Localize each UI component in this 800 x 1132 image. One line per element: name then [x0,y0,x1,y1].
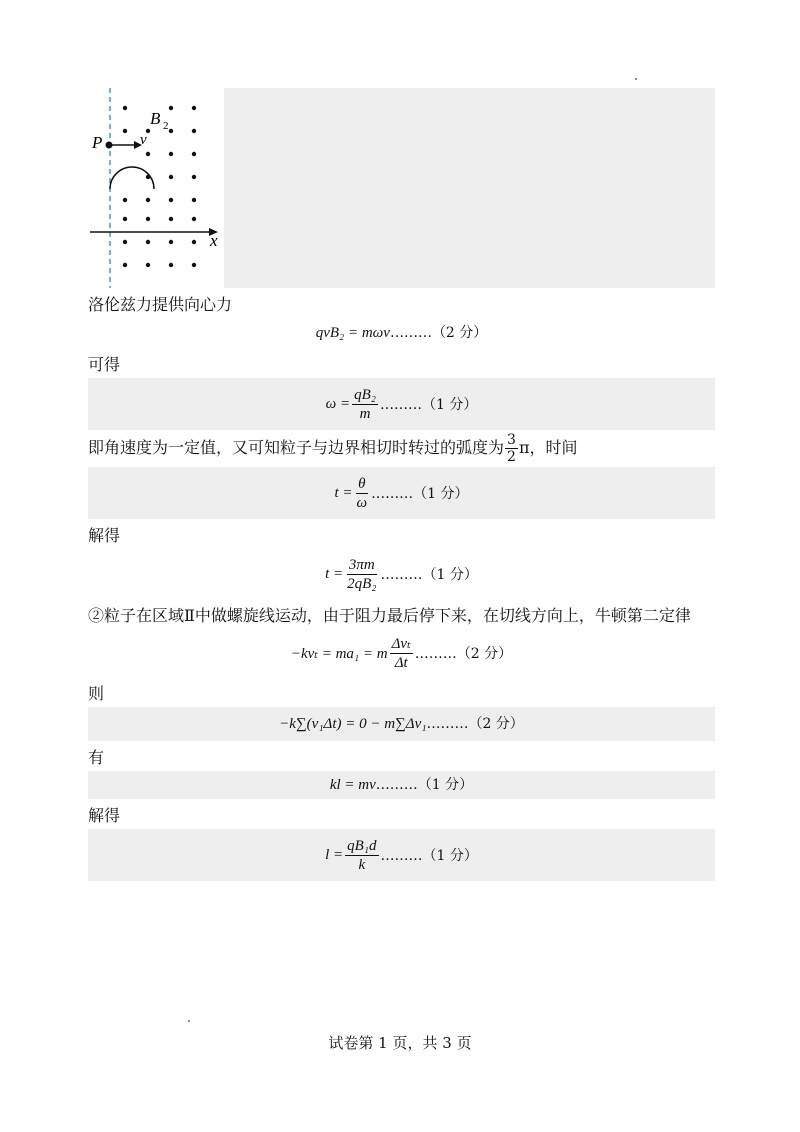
text-line-3 [88,430,715,467]
text-line-8: 解得 [88,799,715,829]
field-dot [169,198,173,202]
formula-7-score: ………（1 分） [375,777,474,793]
field-dot [123,106,127,110]
label-b-sub: 2 [163,120,169,132]
formula-5-den: Δt [394,654,408,671]
formula-8-den: k [358,856,366,873]
formula-7 [88,771,715,799]
stray-mark-top [635,78,637,80]
field-dot [169,240,173,244]
field-dot [123,129,127,133]
field-dot [192,152,196,156]
field-dot [169,152,173,156]
formula-8-lhs: l = [325,846,344,863]
formula-1 [88,318,715,348]
label-x: x [210,231,218,250]
solution-content [88,88,715,881]
formula-3-num: θ [358,475,366,492]
formula-3 [88,467,715,519]
formula-1-score: ………（2 分） [389,325,488,341]
formula-3-den: ω [356,494,368,511]
label-v: v [140,132,147,148]
formula-3-score: ………（1 分） [371,486,469,502]
text-line-2: 可得 [88,348,715,378]
text-line-3-post: π，时间 [518,438,578,457]
field-dot [169,129,173,133]
formula-4 [88,549,715,599]
field-dot [192,106,196,110]
formula-8 [88,829,715,881]
formula-2 [88,378,715,430]
formula-4-lhs: t = [325,565,344,582]
text-line-5: ②粒子在区域Ⅱ中做螺旋线运动，由于阻力最后停下来，在切线方向上，牛顿第二定律 [88,599,715,629]
text-line-6: 则 [88,677,715,707]
formula-2-score: ………（1 分） [380,397,478,413]
formula-2-frac [352,386,378,423]
field-dot [192,198,196,202]
field-dot [192,129,196,133]
label-p: P [92,133,103,152]
field-dot [192,240,196,244]
formula-5 [88,629,715,677]
formula-6 [88,707,715,741]
formula-5-lhs: −kvₜ = ma₁ = m [290,645,388,662]
formula-2-den: m [359,405,371,422]
field-dot [146,198,150,202]
field-dot [169,217,173,221]
formula-5-num: Δvₜ [391,635,411,652]
formula-5-frac [390,635,413,672]
text-line-3-frac-den: 2 [507,449,516,465]
formula-1-eq: qvB₂ = mωv [315,325,390,341]
formula-2-num: qB₂ [354,386,376,403]
text-line-3-frac-num: 3 [507,432,516,448]
field-dot [123,240,127,244]
field-dot [146,240,150,244]
label-b: B [150,109,161,128]
formula-8-score: ………（1 分） [380,848,478,864]
formula-6-score: ………（2 分） [426,716,524,732]
formula-4-score: ………（1 分） [380,567,478,583]
text-line-1: 洛伦兹力提供向心力 [88,288,715,318]
field-dot [192,263,196,267]
page-footer: 试卷第 1 页，共 3 页 [328,1034,472,1052]
formula-3-lhs: t = [334,484,353,501]
text-line-4: 解得 [88,519,715,549]
field-dot [169,175,173,179]
formula-6-eq: −k∑(v₁Δt) = 0 − m∑Δv₁ [279,716,427,732]
field-dot [146,263,150,267]
magnetic-field-figure [88,88,715,288]
text-line-7: 有 [88,741,715,771]
formula-8-num: qB₁d [347,837,377,854]
field-dot [192,217,196,221]
formula-4-num: 3πm [348,556,375,573]
formula-3-frac [355,475,370,512]
field-dot [192,175,196,179]
field-diagram [88,88,715,288]
field-dot [169,263,173,267]
formula-4-frac [345,556,378,593]
field-dot [123,263,127,267]
formula-7-eq: kl = mv [329,777,376,793]
field-dot [169,106,173,110]
field-dot [123,198,127,202]
formula-8-frac [345,837,378,874]
field-dot [146,217,150,221]
field-dot [146,152,150,156]
stray-mark-bottom [188,1020,190,1022]
formula-2-lhs: ω = [325,395,351,412]
formula-5-score: ………（2 分） [414,646,513,662]
field-dot [123,217,127,221]
formula-4-den: 2qB₂ [347,575,377,592]
text-line-3-pre: 即角速度为一定值，又可知粒子与边界相切时转过的弧度为 [88,438,505,457]
text-line-3-frac [505,432,518,465]
